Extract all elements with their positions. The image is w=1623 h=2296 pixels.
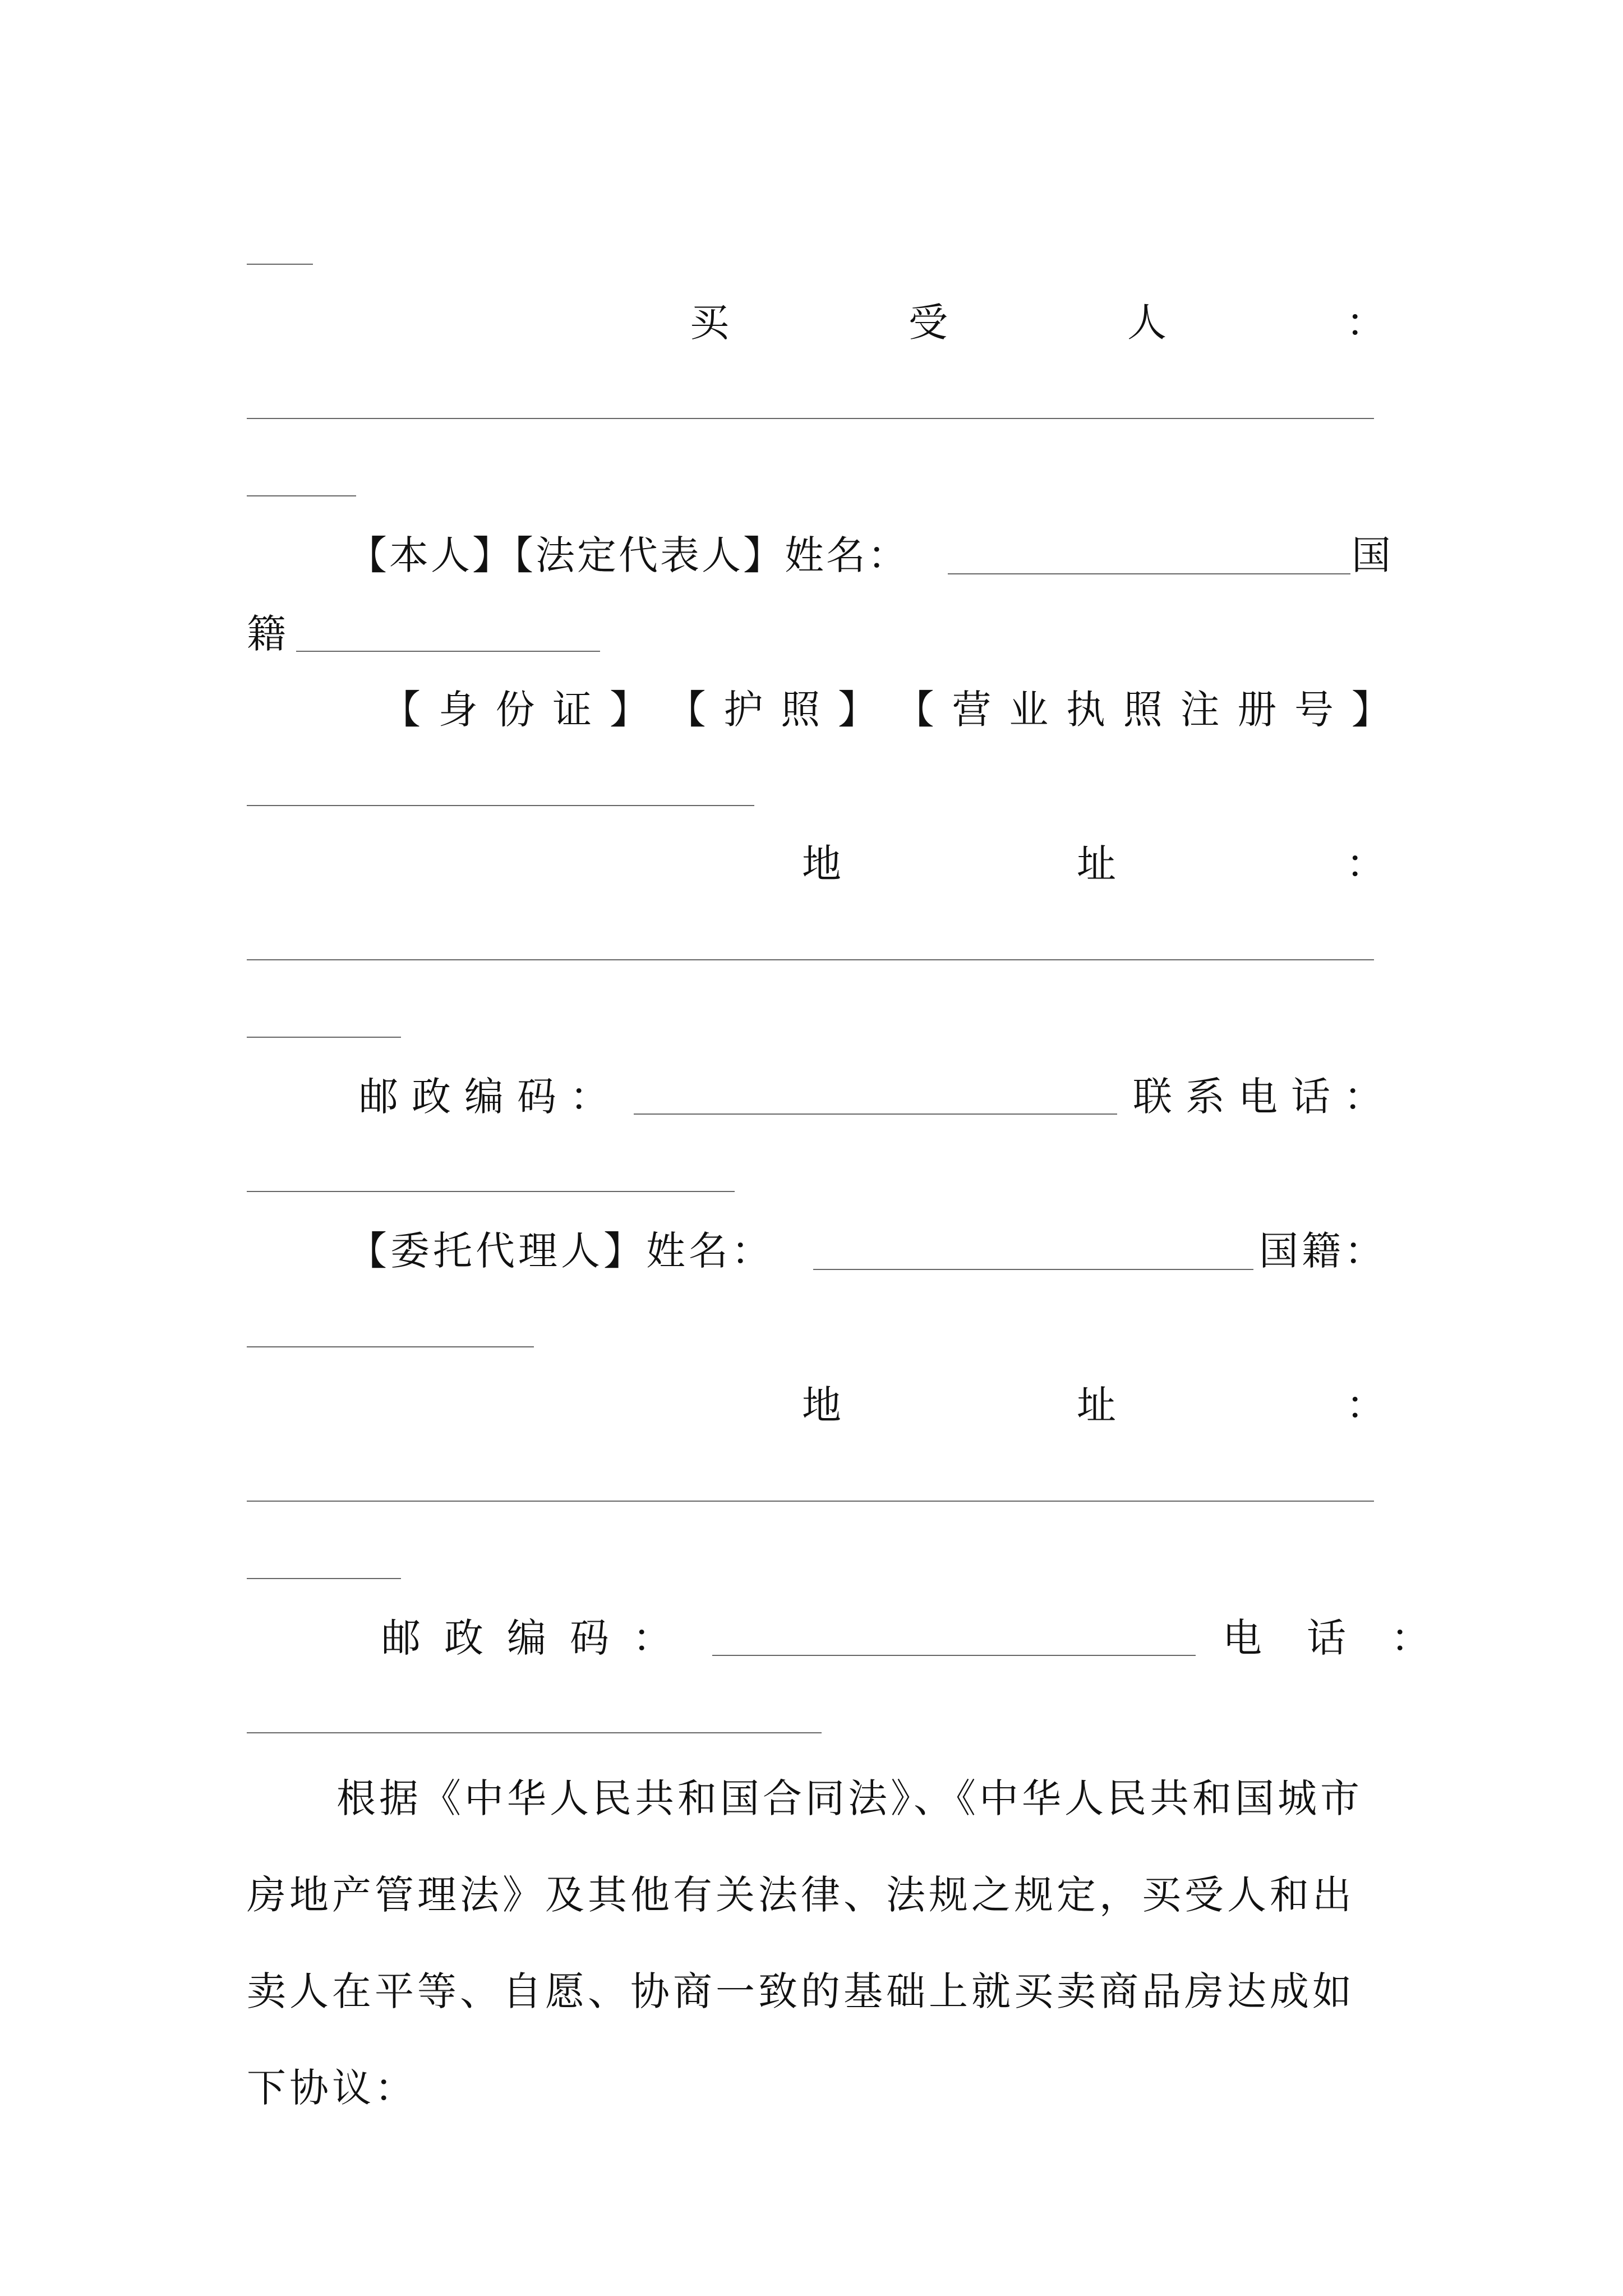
buyer-label-char: 受	[909, 300, 948, 346]
buyer-label	[690, 297, 1166, 348]
buyer-name-line-cont	[247, 495, 356, 496]
agent-address-label	[802, 1380, 1116, 1430]
address-label	[802, 839, 1116, 889]
id-label-char: 】	[838, 687, 877, 733]
nationality-field[interactable]	[296, 651, 600, 652]
id-label-char: 】	[1351, 687, 1391, 733]
id-label-char: 【	[381, 687, 421, 733]
contact-phone-field[interactable]	[247, 1191, 735, 1192]
id-label-char: 身	[438, 687, 478, 733]
id-label-char: 号	[1294, 687, 1334, 733]
id-label-char: 护	[723, 687, 763, 733]
id-label-char: 业	[1009, 687, 1049, 733]
buyer-name-line	[247, 418, 1374, 419]
postcode-field[interactable]	[634, 1114, 1117, 1115]
id-label-char: 【	[895, 687, 934, 733]
id-number-field[interactable]	[247, 805, 754, 806]
address-colon: ：	[1346, 841, 1385, 887]
agent-phone-field[interactable]	[247, 1732, 822, 1733]
address-label-char: 址	[1077, 841, 1116, 887]
id-label-char: 注	[1180, 687, 1220, 733]
nationality-label-part1: 国	[1352, 532, 1391, 578]
representative-label: 【本人】【法定代表人】姓名：	[348, 532, 909, 578]
id-label-char: 份	[495, 687, 535, 733]
id-type-label	[381, 684, 1391, 735]
address-label-char: 地	[802, 1382, 841, 1428]
agent-phone-label: 电话：	[1223, 1615, 1475, 1661]
address-label-char: 地	[802, 841, 841, 887]
id-label-char: 】	[610, 687, 649, 733]
agent-postcode-label: 邮政编码：	[381, 1615, 695, 1661]
agent-nationality-label: 国籍：	[1259, 1228, 1387, 1274]
agent-nationality-field[interactable]	[247, 1346, 534, 1347]
id-label-char: 执	[1066, 687, 1105, 733]
agent-label: 【委托代理人】姓名：	[348, 1228, 774, 1274]
agent-address-colon: ：	[1346, 1382, 1385, 1428]
buyer-label-char: 买	[690, 300, 729, 346]
id-label-char: 照	[1123, 687, 1163, 733]
postcode-label: 邮政编码：	[359, 1074, 623, 1120]
id-label-char: 册	[1237, 687, 1277, 733]
id-label-char: 证	[552, 687, 592, 733]
id-label-char: 营	[952, 687, 992, 733]
agent-address-field[interactable]	[247, 1501, 1374, 1502]
id-label-char: 【	[666, 687, 706, 733]
agent-postcode-field[interactable]	[712, 1655, 1196, 1656]
contact-phone-label: 联系电话：	[1133, 1074, 1396, 1120]
id-label-char: 照	[781, 687, 820, 733]
blank-line	[247, 264, 313, 265]
nationality-label-part2: 籍	[247, 611, 286, 657]
agreement-paragraph: 根据《中华人民共和国合同法》、《中华人民共和国城市房地产管理法》及其他有关法律、法规之规定，买受人和出卖人在平等、自愿、协商一致的基础上就买卖商品房达成如下协议：	[247, 1775, 1363, 2111]
buyer-label-char: 人	[1127, 300, 1166, 346]
address-label-char: 址	[1077, 1382, 1116, 1428]
buyer-colon: ：	[1346, 300, 1385, 346]
address-field-cont	[247, 1037, 401, 1038]
agent-address-field-cont	[247, 1578, 401, 1579]
agent-name-field[interactable]	[813, 1269, 1253, 1270]
representative-name-field[interactable]	[948, 573, 1350, 574]
address-field[interactable]	[247, 959, 1374, 960]
